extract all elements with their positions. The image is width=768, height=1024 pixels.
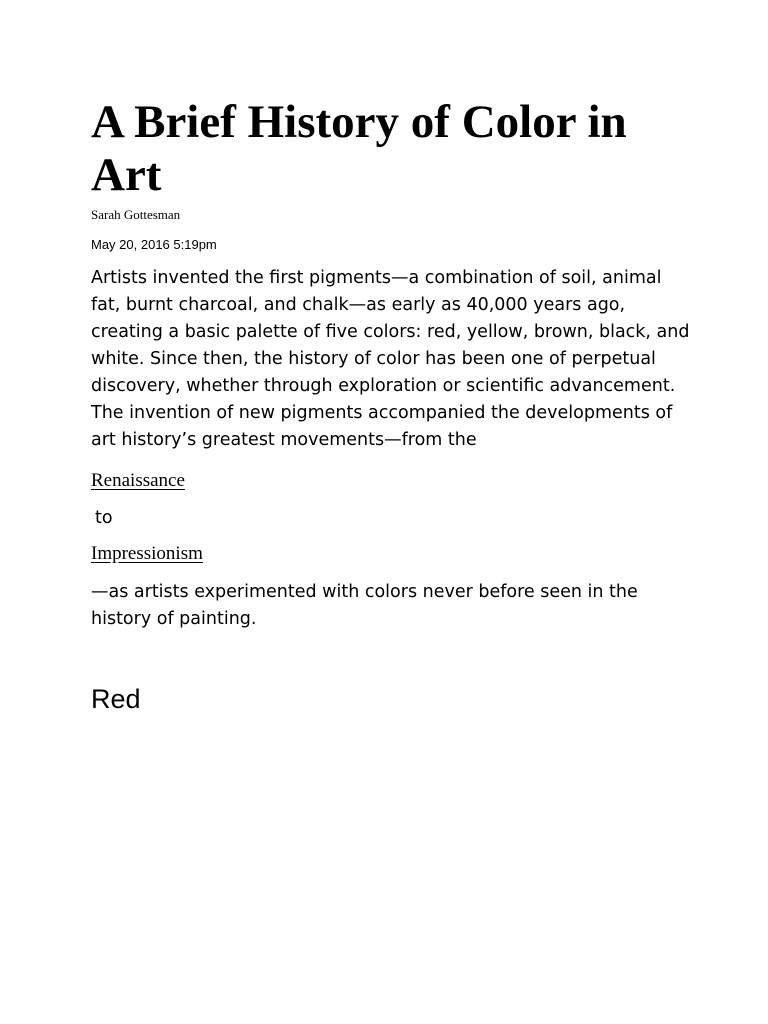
- renaissance-link[interactable]: Renaissance: [91, 470, 185, 491]
- author-name: Sarah Gottesman: [91, 207, 181, 222]
- connector-text: to: [95, 508, 113, 528]
- impressionism-link[interactable]: Impressionism: [91, 543, 203, 564]
- section-heading-red: Red: [91, 684, 141, 714]
- continuation-paragraph: —as artists experimented with colors never before seen in the history of painting.: [91, 582, 638, 629]
- publish-date: May 20, 2016 5:19pm: [91, 237, 217, 252]
- article-title: A Brief History of Color in Art: [91, 96, 627, 201]
- intro-paragraph: Artists invented the first pigments—a combination of soil, animal fat, burnt charcoal, and chalk—as early as 40,000 years ago, creating a basic palette of five colors: red, yellow, brown, black, and white. Since then, the history of color has been one of perpetual discovery, whether through exploration or scientific advancement. The invention of new pigments accompanied the developments of art history’s greatest movements—from the: [91, 268, 690, 450]
